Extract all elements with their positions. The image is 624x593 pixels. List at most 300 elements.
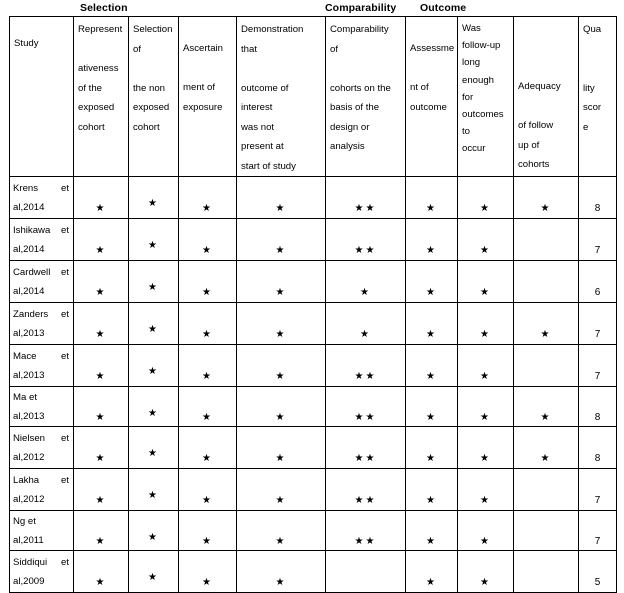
quality-score-value: 6 [594, 287, 601, 298]
cell-representativeness [74, 387, 129, 427]
star-mark: ★ [148, 572, 159, 583]
cell-follow-up-long-enough [458, 551, 514, 593]
study-name-line-2: al,2014 [13, 202, 45, 213]
star-mark: ★ [275, 495, 287, 506]
star-mark: ★ [426, 577, 437, 588]
cell-demonstration-outcome [237, 303, 326, 345]
star-mark: ★ [148, 490, 159, 501]
representativeness-line-3: of the [78, 82, 103, 94]
comparability-line-4: basis of the [330, 102, 380, 113]
study-name-line-1: Ng et al,2011 [13, 516, 44, 546]
cell-ascertainment-exposure [179, 303, 237, 345]
cell-comparability [326, 387, 406, 427]
cell-ascertainment-exposure [179, 387, 237, 427]
study-cell [10, 303, 74, 345]
cell-quality-score [579, 303, 617, 345]
representativeness-line-4: exposed [78, 102, 115, 113]
cell-assessment-outcome [406, 219, 458, 261]
cell-selection-non-exposed [129, 261, 179, 303]
study-cell [10, 387, 74, 427]
study-name-line-1: Ma et al,2013 [13, 392, 45, 422]
demonstration-outcome-line-3a: outcome [241, 82, 278, 94]
quality-assessment-table [9, 16, 617, 593]
demonstration-outcome-line-6: present at [241, 141, 284, 152]
star-mark: ★ [95, 245, 107, 256]
cell-demonstration-outcome [237, 345, 326, 387]
selection-non-exposed-line-2: of [133, 43, 142, 55]
study-name-et: et [60, 557, 69, 568]
star-mark: ★ [540, 329, 552, 340]
table-row[interactable] [10, 345, 617, 387]
cell-ascertainment-exposure [179, 177, 237, 219]
study-name-line-1 [13, 347, 69, 366]
cell-comparability [326, 469, 406, 511]
study-name-et: et [60, 309, 69, 320]
quality-score-value: 7 [594, 329, 601, 340]
cell-demonstration-outcome [237, 261, 326, 303]
cell-quality-score [579, 551, 617, 593]
cell-comparability [326, 551, 406, 593]
star-mark: ★ [360, 287, 371, 298]
follow-up-line-4: enough [462, 74, 495, 86]
star-mark: ★ [95, 495, 107, 506]
star-mark: ★ [202, 453, 213, 464]
star-mark: ★ [480, 495, 491, 506]
selection-non-exposed-line-3: the non [133, 82, 166, 94]
column-header-adequacy-follow-up [514, 17, 579, 177]
cell-comparability [326, 303, 406, 345]
cell-comparability [326, 261, 406, 303]
star-mark: ★ [95, 287, 107, 298]
star-mark: ★ [202, 287, 213, 298]
group-header-band [0, 0, 624, 16]
star-mark: ★ [148, 324, 159, 335]
star-mark: ★ [480, 536, 491, 547]
column-header-selection-non-exposed [129, 17, 179, 177]
table-row[interactable] [10, 551, 617, 593]
cell-quality-score [579, 511, 617, 551]
column-header-study [10, 17, 74, 177]
star-mark: ★ [202, 245, 213, 256]
star-mark: ★ [202, 495, 213, 506]
table-row[interactable] [10, 303, 617, 345]
quality-score-line-3: scor [583, 102, 602, 113]
star-mark: ★ [148, 366, 159, 377]
cell-selection-non-exposed [129, 219, 179, 261]
comparability-line-6: analysis [330, 141, 365, 152]
table-row[interactable] [10, 219, 617, 261]
cell-demonstration-outcome [237, 219, 326, 261]
cell-follow-up-long-enough [458, 387, 514, 427]
star-mark: ★ [480, 453, 491, 464]
spacer [330, 59, 401, 79]
star-mark: ★ [480, 329, 491, 340]
group-header-selection: Selection [80, 2, 128, 14]
star-mark: ★ [275, 371, 287, 382]
study-name-text: Ishikawa [13, 225, 51, 236]
cell-quality-score [579, 219, 617, 261]
star-mark: ★ [540, 412, 552, 423]
demonstration-outcome-line-4: interest [241, 102, 273, 113]
star-mark: ★ [480, 371, 491, 382]
star-mark: ★ [275, 453, 287, 464]
demonstration-outcome-line-1: Demonstration [241, 24, 304, 35]
cell-assessment-outcome [406, 427, 458, 469]
table-row[interactable] [10, 387, 617, 427]
star-mark: ★ [275, 412, 287, 423]
cell-representativeness [74, 427, 129, 469]
ascertainment-exposure-line-2: ment of [183, 82, 215, 93]
demonstration-outcome-line-2: that [241, 43, 258, 55]
quality-score-line-2: lity [583, 82, 595, 94]
cell-adequacy-follow-up [514, 551, 579, 593]
star-mark: ★ [426, 412, 437, 423]
follow-up-line-6: outcomes [462, 109, 504, 121]
study-cell [10, 219, 74, 261]
study-name-line-2: al,2012 [13, 494, 45, 505]
cell-representativeness [74, 261, 129, 303]
cell-adequacy-follow-up [514, 219, 579, 261]
column-header-representativeness [74, 17, 129, 177]
study-name-line-1 [13, 305, 69, 324]
study-name-et: et [60, 351, 69, 362]
quality-score-value: 7 [594, 536, 601, 547]
cell-follow-up-long-enough [458, 261, 514, 303]
cell-assessment-outcome [406, 303, 458, 345]
cell-ascertainment-exposure [179, 469, 237, 511]
star-mark: ★★ [354, 412, 377, 423]
study-cell [10, 427, 74, 469]
star-mark: ★ [148, 198, 159, 209]
column-header-assessment-outcome [406, 17, 458, 177]
cell-follow-up-long-enough [458, 469, 514, 511]
spacer [133, 59, 174, 79]
follow-up-line-7: to [462, 126, 471, 138]
star-mark: ★ [202, 371, 213, 382]
selection-non-exposed-line-1: Selection [133, 24, 173, 35]
assessment-outcome-line-2: nt of [410, 82, 429, 93]
cell-quality-score [579, 387, 617, 427]
star-mark: ★ [148, 532, 159, 543]
study-name-line-2: al,2012 [13, 452, 45, 463]
demonstration-outcome-line-5a: was [241, 121, 259, 133]
demonstration-outcome-line-7: start of study [241, 160, 296, 172]
study-name-et: et [60, 433, 69, 444]
study-name-text: Cardwell [13, 267, 51, 278]
cell-ascertainment-exposure [179, 551, 237, 593]
cell-selection-non-exposed [129, 511, 179, 551]
ascertainment-exposure-line-3: exposure [183, 101, 223, 113]
study-name-text: Zanders [13, 309, 49, 320]
cell-adequacy-follow-up [514, 511, 579, 551]
cell-adequacy-follow-up [514, 303, 579, 345]
cell-adequacy-follow-up [514, 261, 579, 303]
study-name-line-2: al,2014 [13, 244, 45, 255]
demonstration-outcome-line-5 [241, 118, 321, 138]
star-mark: ★ [202, 203, 213, 214]
table-row[interactable] [10, 427, 617, 469]
study-name-line-2: al,2009 [13, 576, 45, 587]
follow-up-line-1: Was [462, 23, 481, 34]
star-mark: ★ [95, 453, 107, 464]
study-name-line-2: al,2013 [13, 370, 45, 381]
star-mark: ★ [275, 287, 287, 298]
adequacy-line-2: of follow [518, 120, 554, 131]
cell-quality-score [579, 469, 617, 511]
star-mark: ★ [426, 495, 437, 506]
star-mark: ★★ [354, 203, 377, 214]
cell-selection-non-exposed [129, 303, 179, 345]
cell-selection-non-exposed [129, 427, 179, 469]
star-mark: ★ [426, 536, 437, 547]
cell-ascertainment-exposure [179, 261, 237, 303]
star-mark: ★ [202, 577, 213, 588]
quality-score-value: 7 [594, 495, 601, 506]
cell-quality-score [579, 261, 617, 303]
star-mark: ★ [275, 536, 287, 547]
quality-score-value: 8 [594, 203, 601, 214]
star-mark: ★ [480, 412, 491, 423]
cell-ascertainment-exposure [179, 219, 237, 261]
cell-selection-non-exposed [129, 345, 179, 387]
cell-ascertainment-exposure [179, 345, 237, 387]
adequacy-line-3: up of [518, 139, 540, 151]
cell-assessment-outcome [406, 345, 458, 387]
demonstration-outcome-line-3b: of [280, 82, 289, 94]
cell-demonstration-outcome [237, 387, 326, 427]
cell-representativeness [74, 511, 129, 551]
spacer [583, 59, 612, 79]
star-mark: ★ [275, 329, 287, 340]
spacer [583, 40, 612, 60]
cell-follow-up-long-enough [458, 511, 514, 551]
study-cell [10, 469, 74, 511]
follow-up-line-8: occur [462, 143, 486, 155]
study-name-line-1 [13, 471, 69, 490]
comparability-line-3: cohorts on the [330, 82, 391, 94]
study-name-et: et [60, 475, 69, 486]
representativeness-line-2: ativeness [78, 63, 119, 74]
cell-assessment-outcome [406, 551, 458, 593]
star-mark: ★ [426, 371, 437, 382]
adequacy-line-4: cohorts [518, 159, 550, 170]
group-header-comparability: Comparability [325, 2, 397, 14]
cell-representativeness [74, 303, 129, 345]
cell-representativeness [74, 551, 129, 593]
study-name-line-1 [13, 429, 69, 448]
cell-ascertainment-exposure [179, 511, 237, 551]
star-mark: ★ [148, 240, 159, 251]
cell-quality-score [579, 427, 617, 469]
follow-up-line-2: follow-up [462, 40, 501, 52]
demonstration-outcome-line-3 [241, 79, 321, 99]
study-name-line-2: al,2014 [13, 286, 45, 297]
cell-selection-non-exposed [129, 551, 179, 593]
star-mark: ★★ [354, 371, 377, 382]
star-mark: ★★ [354, 536, 377, 547]
star-mark: ★ [426, 245, 437, 256]
comparability-line-5: design or [330, 121, 370, 133]
cell-comparability [326, 177, 406, 219]
cell-representativeness [74, 177, 129, 219]
study-cell [10, 551, 74, 593]
table-row[interactable] [10, 261, 617, 303]
star-mark: ★★ [354, 495, 377, 506]
adequacy-line-1: Adequacy [518, 81, 561, 92]
star-mark: ★ [480, 245, 491, 256]
cell-assessment-outcome [406, 387, 458, 427]
cell-follow-up-long-enough [458, 303, 514, 345]
table-row[interactable] [10, 511, 617, 551]
spacer [410, 59, 453, 79]
selection-non-exposed-line-5: cohort [133, 121, 160, 133]
follow-up-line-3: long [462, 57, 481, 69]
star-mark: ★ [426, 453, 437, 464]
star-mark: ★ [95, 412, 107, 423]
cell-adequacy-follow-up [514, 177, 579, 219]
selection-non-exposed-line-4: exposed [133, 102, 170, 113]
cell-selection-non-exposed [129, 387, 179, 427]
star-mark: ★ [202, 536, 213, 547]
study-name-text: Krens [13, 183, 39, 194]
cell-ascertainment-exposure [179, 427, 237, 469]
star-mark: ★ [95, 536, 107, 547]
spacer [78, 40, 124, 60]
study-name-line-1 [13, 553, 69, 572]
cell-assessment-outcome [406, 511, 458, 551]
study-name-line-2: al,2013 [13, 328, 45, 339]
star-mark: ★ [480, 203, 491, 214]
quality-score-value: 7 [594, 371, 601, 382]
study-name-line-1 [13, 179, 69, 198]
star-mark: ★ [480, 577, 491, 588]
column-header-demonstration-outcome [237, 17, 326, 177]
star-mark: ★ [275, 203, 287, 214]
star-mark: ★ [95, 577, 107, 588]
study-name-text: Lakha [13, 475, 40, 486]
star-mark: ★★ [354, 245, 377, 256]
spacer [518, 97, 574, 117]
cell-follow-up-long-enough [458, 177, 514, 219]
ascertainment-exposure-line-1: Ascertain [183, 43, 223, 54]
study-name-et: et [60, 183, 69, 194]
cell-representativeness [74, 345, 129, 387]
star-mark: ★ [360, 329, 371, 340]
spacer [241, 59, 321, 79]
comparability-line-1: Comparability [330, 24, 389, 35]
cell-selection-non-exposed [129, 469, 179, 511]
column-header-study-label: Study [14, 38, 39, 49]
study-name-text: Mace [13, 351, 37, 362]
representativeness-line-1: Represent [78, 24, 123, 35]
study-name-line-1 [13, 221, 69, 240]
cell-demonstration-outcome [237, 511, 326, 551]
star-mark: ★ [202, 412, 213, 423]
study-name-text: Siddiqui [13, 557, 48, 568]
column-header-quality-score [579, 17, 617, 177]
star-mark: ★ [426, 287, 437, 298]
cell-comparability [326, 345, 406, 387]
star-mark: ★ [275, 577, 287, 588]
cell-adequacy-follow-up [514, 469, 579, 511]
cell-comparability [326, 219, 406, 261]
star-mark: ★ [148, 408, 159, 419]
cell-comparability [326, 427, 406, 469]
cell-demonstration-outcome [237, 551, 326, 593]
cell-adequacy-follow-up [514, 387, 579, 427]
study-cell [10, 177, 74, 219]
quality-score-line-1: Qua [583, 24, 602, 35]
cell-comparability [326, 511, 406, 551]
cell-assessment-outcome [406, 469, 458, 511]
star-mark: ★ [426, 203, 437, 214]
star-mark: ★ [540, 453, 552, 464]
cell-representativeness [74, 469, 129, 511]
star-mark: ★ [95, 371, 107, 382]
assessment-outcome-line-3: outcome [410, 101, 447, 113]
study-cell [10, 261, 74, 303]
cell-follow-up-long-enough [458, 345, 514, 387]
column-header-comparability [326, 17, 406, 177]
study-cell [10, 511, 74, 551]
group-header-outcome: Outcome [420, 2, 467, 14]
study-name-line-1 [13, 263, 69, 282]
cell-follow-up-long-enough [458, 427, 514, 469]
study-name-et: et [60, 225, 69, 236]
cell-adequacy-follow-up [514, 345, 579, 387]
star-mark: ★★ [354, 453, 377, 464]
star-mark: ★ [540, 203, 552, 214]
representativeness-line-5: cohort [78, 121, 105, 133]
cell-demonstration-outcome [237, 427, 326, 469]
cell-selection-non-exposed [129, 177, 179, 219]
star-mark: ★ [95, 329, 107, 340]
spacer [183, 59, 232, 79]
quality-score-value: 8 [594, 412, 601, 423]
cell-quality-score [579, 177, 617, 219]
cell-demonstration-outcome [237, 469, 326, 511]
star-mark: ★ [95, 203, 107, 214]
study-name-et: et [60, 267, 69, 278]
cell-assessment-outcome [406, 261, 458, 303]
cell-assessment-outcome [406, 177, 458, 219]
study-cell [10, 345, 74, 387]
star-mark: ★ [275, 245, 287, 256]
assessment-outcome-line-1: Assessme [410, 43, 455, 54]
column-header-follow-up-long-enough [458, 17, 514, 177]
star-mark: ★ [202, 329, 213, 340]
table-row[interactable] [10, 177, 617, 219]
cell-demonstration-outcome [237, 177, 326, 219]
star-mark: ★ [426, 329, 437, 340]
table-row[interactable] [10, 469, 617, 511]
cell-adequacy-follow-up [514, 427, 579, 469]
cell-follow-up-long-enough [458, 219, 514, 261]
quality-score-value: 7 [594, 245, 601, 256]
quality-score-value: 8 [594, 453, 601, 464]
star-mark: ★ [148, 448, 159, 459]
study-name-text: Nielsen [13, 433, 45, 444]
quality-score-line-4: e [583, 121, 589, 133]
cell-quality-score [579, 345, 617, 387]
follow-up-line-5: for [462, 91, 474, 103]
cell-representativeness [74, 219, 129, 261]
star-mark: ★ [480, 287, 491, 298]
comparability-line-2: of [330, 43, 339, 55]
quality-score-value: 5 [594, 577, 601, 588]
demonstration-outcome-line-5b: not [260, 121, 275, 133]
table-header-row [10, 17, 617, 177]
